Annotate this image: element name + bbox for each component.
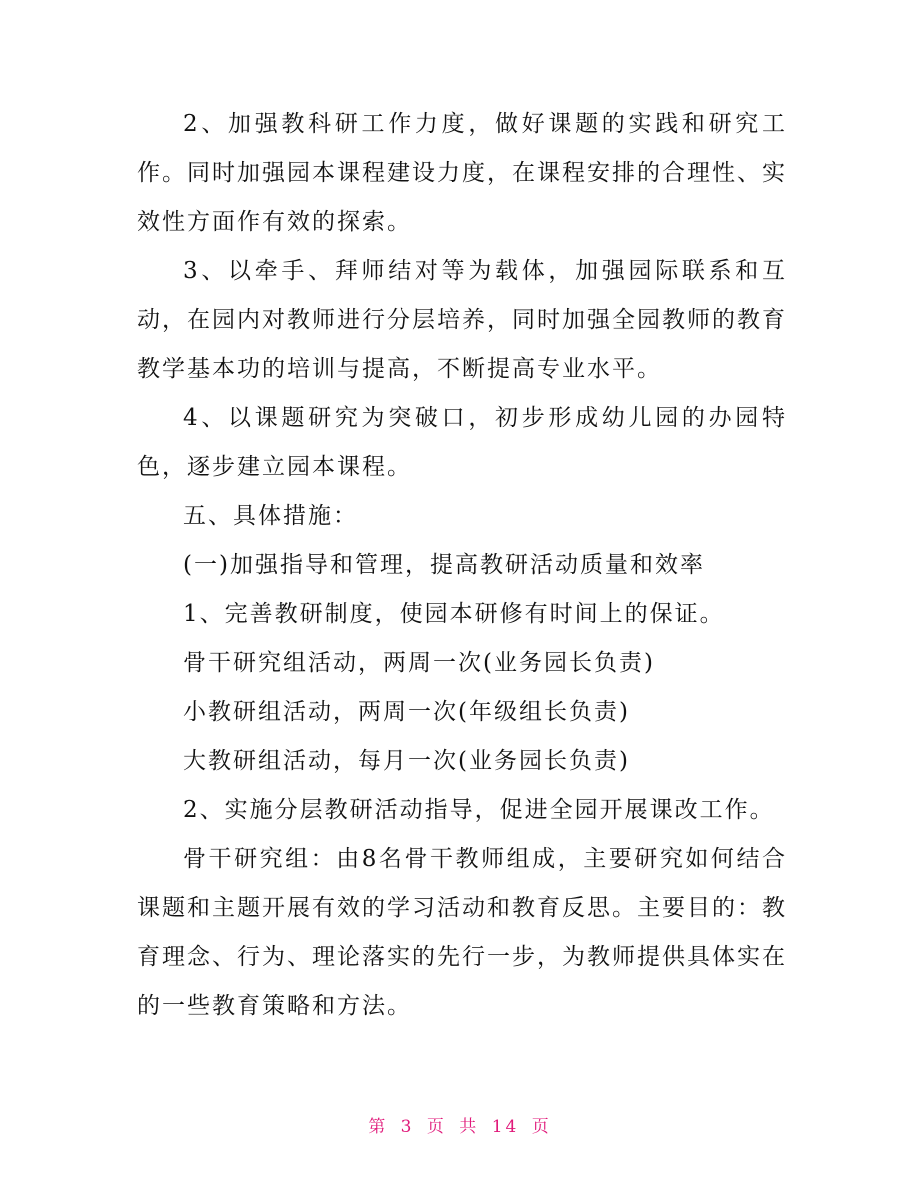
document-body [137, 100, 787, 1031]
subsection-heading-1: (一)加强指导和管理，提高教研活动质量和效率 [183, 552, 705, 578]
footer-current-page: 3 [400, 1117, 415, 1137]
schedule-line-large-group: 大教研组活动，每月一次(业务园长负责) [183, 748, 630, 774]
paragraph-measure-2: 2、实施分层教研活动指导，促进全园开展课改工作。 [183, 797, 775, 823]
footer-label-ye-end: 页 [531, 1117, 552, 1137]
footer-total-pages: 14 [491, 1117, 520, 1137]
schedule-line-small-group: 小教研组活动，两周一次(年级组长负责) [183, 699, 630, 725]
paragraph-backbone-group: 骨干研究组：由8名骨干教师组成，主要研究如何结合课题和主题开展有效的学习活动和教育反思。主要目的：教育理念、行为、理论落实的先行一步，为教师提供具体实在的一些教育策略和方法。 [137, 846, 787, 1019]
paragraph-item-2: 2、加强教科研工作力度，做好课题的实践和研究工作。同时加强园本课程建设力度，在课程安排的合理性、实效性方面作有效的探索。 [137, 111, 787, 235]
footer-label-ye: 页 [426, 1117, 447, 1137]
footer-label-di: 第 [368, 1117, 389, 1137]
schedule-line-backbone: 骨干研究组活动，两周一次(业务园长负责) [183, 650, 655, 676]
section-heading-measures: 五、具体措施： [183, 503, 358, 529]
paragraph-item-3: 3、以牵手、拜师结对等为载体，加强园际联系和互动，在园内对教师进行分层培养，同时加强全园教师的教育教学基本功的培训与提高，不断提高专业水平。 [137, 258, 787, 382]
paragraph-item-4: 4、以课题研究为突破口，初步形成幼儿园的办园特色，逐步建立园本课程。 [137, 405, 787, 480]
page-footer [0, 1112, 920, 1137]
footer-label-gong: 共 [459, 1117, 480, 1137]
paragraph-measure-1: 1、完善教研制度，使园本研修有时间上的保证。 [183, 601, 725, 627]
